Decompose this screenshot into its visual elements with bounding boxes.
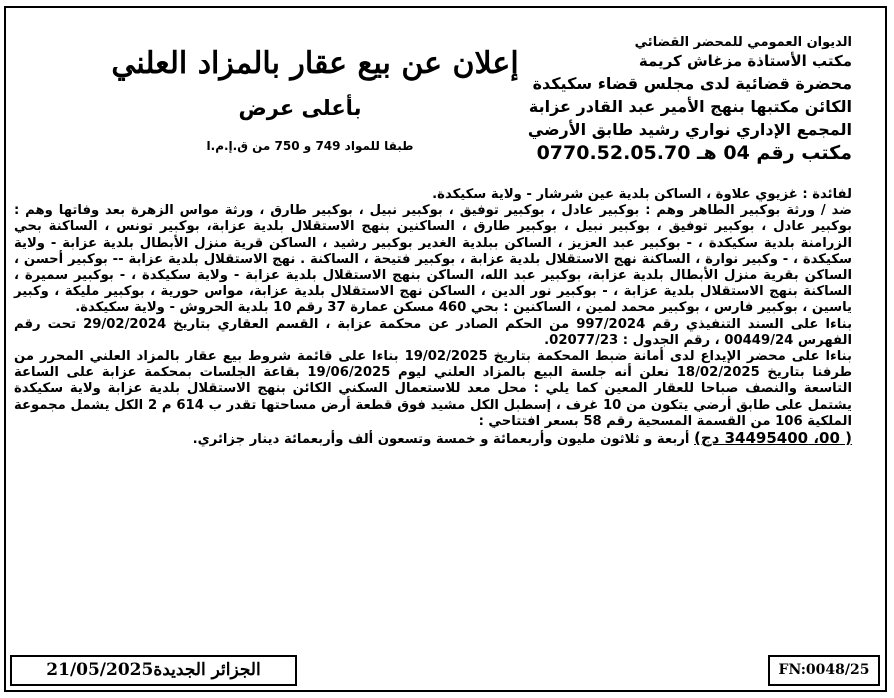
newspaper-date-box: الجزائر الجديدة21/05/2025 [10, 655, 297, 686]
legal-basis: طبقا للمواد 749 و 750 من ق.إ.م.ا [206, 139, 414, 153]
price-line [14, 430, 852, 448]
price-words: أربعة و ثلاثون مليون وأربعمائة و خمسة وتسعون ألف وأربعمائة دينار جزائري. [192, 432, 690, 448]
office-line: مكتب الأستاذة مزغاش كريمة [638, 52, 852, 70]
office-line: المجمع الإداري نواري رشيد طابق الأرضي [527, 120, 852, 139]
office-line: محضرة قضائية لدى مجلس قضاء سكيكدة [532, 74, 852, 93]
bailiff-office-header [522, 34, 852, 165]
office-line: الديوان العمومي للمحضر القضائي [634, 35, 852, 50]
office-phone: مكتب رقم 04 هـ 0770.52.05.70 [536, 142, 852, 164]
notice-body [14, 187, 852, 448]
reference-box: FN:0048/25 [768, 655, 880, 686]
notice-subtitle: بأعلى عرض [238, 96, 362, 120]
defendants-paragraph: ضد / ورثة بوكبير الطاهر وهم : بوكبير عادل ، بوكبير توفيق ، بوكبير نبيل ، بوكبير طارق ، ورثة مواس الزهرة بعد وفاتها وهم : بوكبير عادل ، بوكبير توفيق ، بوكبير نبيل ، بوكبير طارق ، الساكنين بنهج الاستقلال بلدية عزابة، بوكبير تونس ، الساكنة بحي الزرامنة بلدية سكيكدة ، - بوكبير عبد العزيز ، الساكن ببلدية الغدير بوكبير رشيد ، الساكن قرية منزل الأبطال بلدية عزابة - ولاية سكيكدة ، - وكبير نوارة ، الساكنة نهج الاستقلال بلدية عزابة ، بوكبير فتيحة ، الساكنة . نهج الاستقلال بلدية عزابة -- بوكبير أحسن ، الساكن بقرية منزل الأبطال بلدية عزابة، بوكبير عبد الله، الساكن بنهج الاستقلال بلدية عزابة - ولاية سكيكدة ، - بوكبير سميرة ، الساكنة بنهج الاستقلال بلدية عزابة ، - بوكبير نور الدين ، الساكن نهج الاستقلال بلدية عزابة، مواس حورية ، بوكبير مليكة ، وكبير ياسين ، بوكبير فارس ، بوكبير محمد لمين ، الساكنين : بحي 460 مسكن عمارة 37 رقم 10 بلدية الحروش - ولاية سكيكدة. [14, 203, 852, 316]
notice-title: إعلان عن بيع عقار بالمزاد العلني [111, 46, 519, 81]
enforcement-paragraph: بناءا على السند التنفيذي رقم 997/2024 من الحكم الصادر عن محكمة عزابة ، القسم العقاري بتاريخ 29/02/2024 تحت رقم الفهرس 00449/24 ، رقم الجدول : 02077/23. [14, 316, 853, 348]
office-line: الكائن مكتبها بنهج الأمير عبد القادر عزابة [528, 97, 852, 116]
beneficiary-paragraph: لفائدة : غزيوي علاوة ، الساكن بلدية عين شرشار - ولاية سكيكدة. [432, 187, 852, 202]
price-figure: ( 00، 34495400 دج) [694, 429, 852, 448]
auction-paragraph: بناءا على محضر الإيداع لدى أمانة ضبط المحكمة بتاريخ 19/02/2025 بناءا على قائمة شروط بيع عقار بالمزاد العلني المحرر من طرفنا بتاريخ 18/02/2025 نعلن أنه جلسة البيع بالمزاد العلني ليوم 19/06/2025 بقاعة الجلسات بمحكمة عزابة على الساعة التاسعة والنصف صباحا للعقار المعين كما يلي : محل معد للاستعمال السكني الكائن بنهج الاستقلال بلدية عزابة ولاية سكيكدة يشتمل على طابق أرضي يتكون من 10 غرف ، إسطبل الكل مشيد فوق قطعة أرض مساحتها تقدر ب 614 م 2 الكل يشمل مجموعة الملكية 106 من القسمة المسحية رقم 58 بسعر افتتاحي : [14, 349, 852, 429]
